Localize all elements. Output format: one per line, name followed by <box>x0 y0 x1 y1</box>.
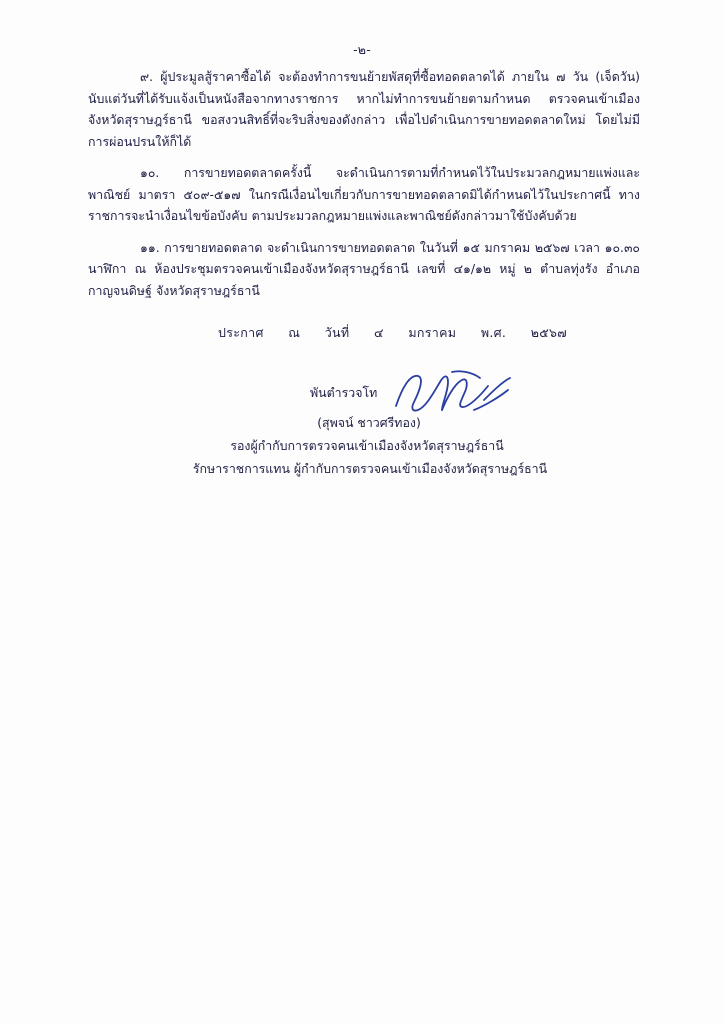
announcement-prefix: ประกาศ <box>218 325 264 340</box>
signature-role-line-2: รักษาราชการแทน ผู้กำกับการตรวจคนเข้าเมืองจังหวัดสุราษฎร์ธานี <box>192 461 548 476</box>
page-number: -๒- <box>353 42 371 57</box>
signature-rank-row <box>88 372 640 412</box>
clause-10-text: ๑๐. การขายทอดตลาดครั้งนี้ จะดำเนินการตามที่กำหนดไว้ในประมวลกฎหมายแพ่งและพาณิชย์ มาตรา ๕๐๙-๕๑๗ ในกรณีเงื่อนไขเกี่ยวกับการขายทอดตลาดมิได้กำหนดไว้ในประกาศนี้ ทางราชการจะนำเงื่อนไขข้อบังคับ ตามประมวลกฎหมายแพ่งและพาณิชย์ดังกล่าวมาใช้บังคับด้วย <box>88 165 640 223</box>
clause-10-block <box>88 162 640 227</box>
announcement-year-label: พ.ศ. <box>480 325 507 340</box>
announcement-year: ๒๕๖๗ <box>530 325 567 340</box>
announcement-day: ๔ <box>374 325 384 340</box>
document-body <box>88 66 640 343</box>
announcement-line <box>218 323 640 343</box>
clause-9-block <box>88 66 640 152</box>
signature-rank: พันตำรวจโท <box>310 385 378 400</box>
announcement-date-label: วันที่ <box>324 325 350 340</box>
announcement-at: ณ <box>288 325 301 340</box>
signature-block <box>88 372 640 479</box>
clause-11-text: ๑๑. การขายทอดตลาด จะดำเนินการขายทอดตลาด ในวันที่ ๑๕ มกราคม ๒๕๖๗ เวลา ๑๐.๓๐ นาฬิกา ณ ห้องประชุมตรวจคนเข้าเมืองจังหวัดสุราษฎร์ธานี เลขที่ ๔๑/๑๒ หมู่ ๒ ตำบลทุ่งรัง อำเภอกาญจนดิษฐ์ จังหวัดสุราษฎร์ธานี <box>88 239 640 298</box>
announcement-month: มกราคม <box>408 325 457 340</box>
signature-role-line-1: รองผู้กำกับการตรวจคนเข้าเมืองจังหวัดสุราษฎร์ธานี <box>230 438 504 453</box>
clause-9-text: ๙. ผู้ประมูลสู้ราคาซื้อได้ จะต้องทำการขนย้ายพัสดุที่ซื้อทอดตลาดได้ ภายใน ๗ วัน (เจ็ดวัน) นับแต่วันที่ได้รับแจ้งเป็นหนังสือจากทางราชการ หากไม่ทำการขนย้ายตามกำหนด ตรวจคนเข้าเมืองจังหวัดสุราษฎร์ธานี ขอสงวนสิทธิ์ที่จะริบสิ่งของดังกล่าว เพื่อไปดำเนินการขายทอดตลาดใหม่ โดยไม่มีการผ่อนปรนให้ก็ได้ <box>88 69 640 149</box>
clause-11-block <box>88 237 640 302</box>
handwritten-signature-icon <box>388 366 518 418</box>
signature-name: (สุพจน์ ชาวศรีทอง) <box>317 415 421 430</box>
